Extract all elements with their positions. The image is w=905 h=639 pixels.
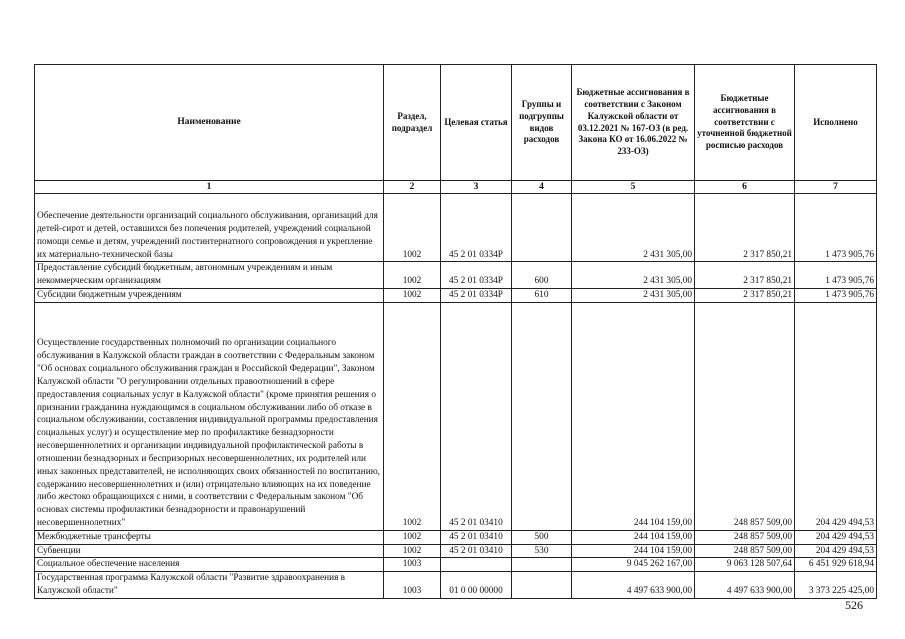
row-roster: 4 497 633 900,00 [695, 572, 795, 599]
row-section: 1002 [384, 530, 441, 544]
header-law-allocations: Бюджетные ассигнования в соответствии с Законом Калужской области от 03.12.2021 № 167-ОЗ (в ред. Закона КО от 16.06.2022 № 233-ОЗ) [572, 65, 695, 181]
row-group: 610 [512, 289, 572, 303]
row-section: 1003 [384, 572, 441, 599]
budget-table-sheet [34, 64, 876, 599]
row-roster: 2 317 850,21 [695, 289, 795, 303]
column-number: 5 [572, 181, 695, 194]
header-group: Группы и подгруппы видов расходов [512, 65, 572, 181]
row-group [512, 194, 572, 262]
header-roster-allocations: Бюджетные ассигнования в соответствии с уточненной бюджетной росписью расходов [695, 65, 795, 181]
row-roster: 9 063 128 507,64 [695, 558, 795, 572]
row-group [512, 302, 572, 530]
row-name: Межбюджетные трансферты [35, 530, 384, 544]
budget-table [34, 64, 877, 599]
row-done: 204 429 494,53 [795, 530, 877, 544]
column-number: 1 [35, 181, 384, 194]
row-name: Субвенции [35, 544, 384, 558]
row-section: 1002 [384, 194, 441, 262]
row-done: 1 473 905,76 [795, 262, 877, 289]
table-row [35, 530, 877, 544]
column-number: 4 [512, 181, 572, 194]
row-name: Субсидии бюджетным учреждениям [35, 289, 384, 303]
row-done: 6 451 929 618,94 [795, 558, 877, 572]
row-section: 1002 [384, 544, 441, 558]
row-section: 1002 [384, 302, 441, 530]
row-target: 45 2 01 0334Р [441, 262, 512, 289]
table-row [35, 558, 877, 572]
table-body [35, 194, 877, 599]
row-group: 530 [512, 544, 572, 558]
row-law: 2 431 305,00 [572, 194, 695, 262]
row-law: 4 497 633 900,00 [572, 572, 695, 599]
table-row [35, 262, 877, 289]
row-target: 01 0 00 00000 [441, 572, 512, 599]
row-done: 1 473 905,76 [795, 194, 877, 262]
row-done: 3 373 225 425,00 [795, 572, 877, 599]
row-law: 244 104 159,00 [572, 544, 695, 558]
table-row [35, 289, 877, 303]
column-number: 7 [795, 181, 877, 194]
header-target: Целевая статья [441, 65, 512, 181]
column-numbers-row [35, 181, 877, 194]
header-section: Раздел, подраздел [384, 65, 441, 181]
table-header [35, 65, 877, 194]
row-roster: 2 317 850,21 [695, 262, 795, 289]
row-target: 45 2 01 03410 [441, 302, 512, 530]
row-group: 600 [512, 262, 572, 289]
page-number: 526 [845, 598, 863, 612]
row-law: 2 431 305,00 [572, 289, 695, 303]
row-name: Осуществление государственных полномочий по организации социального обслуживания в Калужской области граждан в соответствии с Федеральным законом "Об основах социального обслуживания граждан в Российской Федерации", Законом Калужской области "О регулировании отдельных правоотношений в сфере предоставления социальных услуг в Калужской области" (кроме принятия решения о признании гражданина нуждающимся в социальном обслуживании либо об отказе в социальном обслуживании, составления индивидуальной программы предоставления социальных услуг) и осуществление мер по профилактике безнадзорности несовершеннолетних и организации индивидуальной профилактической работы в отношении безнадзорных и беспризорных несовершеннолетних, их родителей или иных законных представителей, не исполняющих своих обязанностей по воспитанию, содержанию несовершеннолетних и (или) отрицательно влияющих на их поведение либо жестоко обращающихся с ними, в соответствии с Федеральным законом "Об основах системы профилактики безнадзорности и правонарушений несовершеннолетних" [35, 302, 384, 530]
row-done: 1 473 905,76 [795, 289, 877, 303]
row-target: 45 2 01 0334Р [441, 289, 512, 303]
table-row [35, 544, 877, 558]
row-name: Обеспечение деятельности организаций социального обслуживания, организаций для детей-сирот и детей, оставшихся без попечения родителей, учреждений социальной помощи семье и детям, учреждений постинтернатного сопровождения и укрепление их материально-технической базы [35, 194, 384, 262]
row-section: 1002 [384, 289, 441, 303]
row-name: Государственная программа Калужской области "Развитие здравоохранения в Калужской области" [35, 572, 384, 599]
row-group [512, 558, 572, 572]
row-section: 1002 [384, 262, 441, 289]
column-number: 6 [695, 181, 795, 194]
row-roster: 2 317 850,21 [695, 194, 795, 262]
row-target: 45 2 01 0334Р [441, 194, 512, 262]
row-law: 2 431 305,00 [572, 262, 695, 289]
column-number: 3 [441, 181, 512, 194]
row-group: 500 [512, 530, 572, 544]
row-roster: 248 857 509,00 [695, 530, 795, 544]
row-done: 204 429 494,53 [795, 302, 877, 530]
row-target: 45 2 01 03410 [441, 544, 512, 558]
row-name: Социальное обеспечение населения [35, 558, 384, 572]
row-done: 204 429 494,53 [795, 544, 877, 558]
column-number: 2 [384, 181, 441, 194]
row-section: 1003 [384, 558, 441, 572]
row-target: 45 2 01 03410 [441, 530, 512, 544]
table-row [35, 572, 877, 599]
table-row [35, 194, 877, 262]
row-target [441, 558, 512, 572]
row-law: 9 045 262 167,00 [572, 558, 695, 572]
header-executed: Исполнено [795, 65, 877, 181]
header-name: Наименование [35, 65, 384, 181]
row-roster: 248 857 509,00 [695, 544, 795, 558]
row-roster: 248 857 509,00 [695, 302, 795, 530]
table-row [35, 302, 877, 530]
row-law: 244 104 159,00 [572, 530, 695, 544]
row-name: Предоставление субсидий бюджетным, автономным учреждениям и иным некоммерческим организациям [35, 262, 384, 289]
row-law: 244 104 159,00 [572, 302, 695, 530]
row-group [512, 572, 572, 599]
